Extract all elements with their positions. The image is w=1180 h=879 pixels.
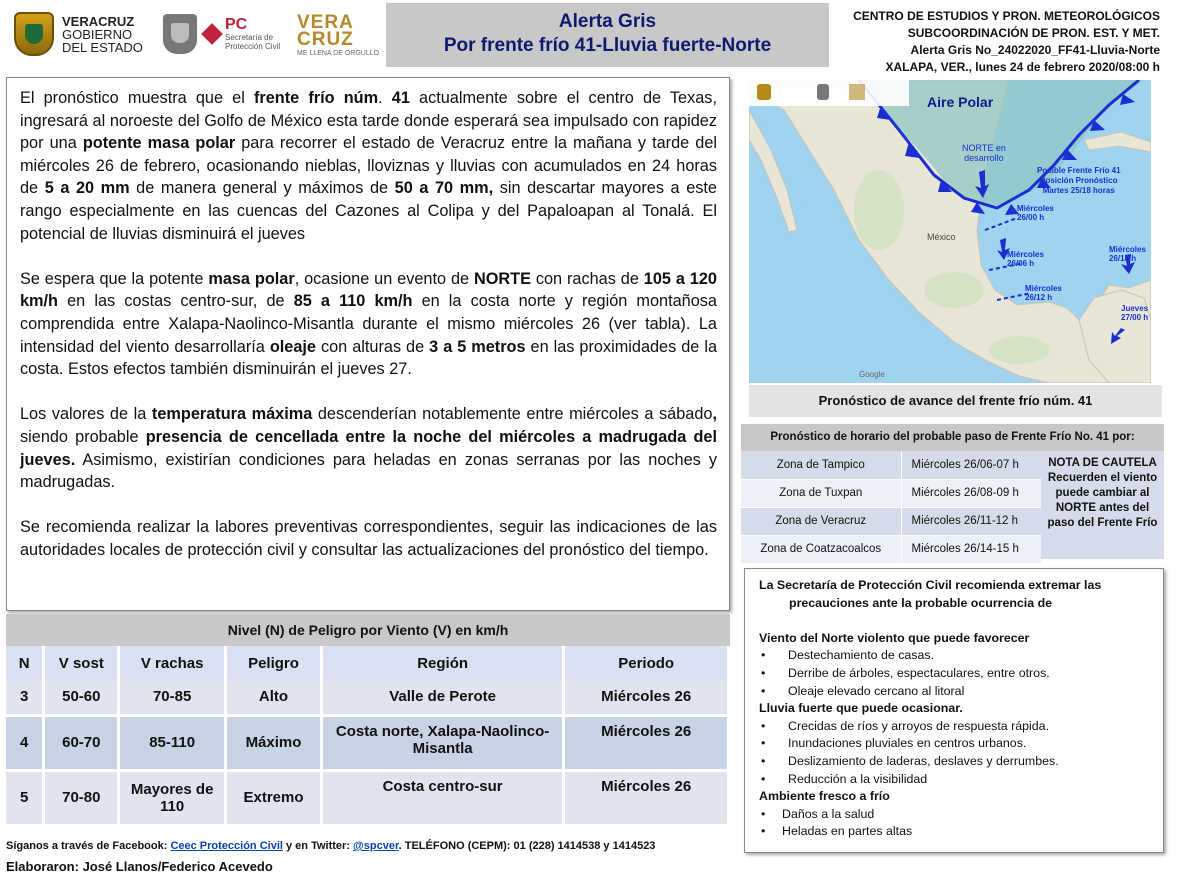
body-text: Los valores de la bbox=[20, 405, 152, 424]
col-header-periodo: Periodo bbox=[564, 646, 729, 680]
table-row bbox=[6, 680, 729, 715]
pc-diamond-icon bbox=[201, 23, 223, 45]
front-label-line-1: Posible Frente Frío 41 bbox=[1037, 166, 1121, 175]
cell-vsost: 60-70 bbox=[44, 715, 119, 770]
body-text: para recorrer el estado de Veracruz entre la mañana y tarde del miércoles 26 de febrero, ocasionando nieblas, lloviznas y lluvias con acumulados en 24 horas de bbox=[20, 134, 717, 198]
table-row bbox=[741, 507, 1041, 535]
table-row bbox=[6, 715, 729, 770]
emphasis-text: 105 a 120 km/h bbox=[20, 269, 717, 311]
position-label-27-00 bbox=[1121, 304, 1148, 322]
emphasis-text: , bbox=[712, 405, 717, 424]
google-label: Google bbox=[859, 370, 885, 379]
map-caption: Pronóstico de avance del frente frío núm. 41 bbox=[749, 385, 1162, 417]
pos-time: 27/00 h bbox=[1121, 313, 1149, 322]
front-label-line-3: Martes 25/18 horas bbox=[1042, 186, 1115, 195]
body-text: siendo probable bbox=[20, 427, 146, 446]
veracruz-brand-logo bbox=[297, 14, 379, 57]
brand-word-1: VERA bbox=[297, 12, 354, 33]
cell-region: Costa centro-sur bbox=[321, 770, 563, 825]
emphasis-text: potente masa polar bbox=[82, 134, 236, 153]
cell-n: 4 bbox=[6, 715, 44, 770]
norte-line-2: desarrollo bbox=[964, 153, 1004, 163]
cold-section-title: Ambiente fresco a frío bbox=[759, 789, 890, 804]
body-text: con alturas de bbox=[316, 337, 430, 356]
pos-label: Miércoles bbox=[1017, 204, 1054, 213]
norte-label bbox=[962, 143, 1006, 163]
position-label-26-06 bbox=[1007, 250, 1044, 268]
paragraph-wind bbox=[20, 268, 717, 381]
cell-region: Costa norte, Xalapa-Naolinco-Misantla bbox=[321, 715, 563, 770]
veracruz-government-logo bbox=[14, 12, 143, 56]
table-row bbox=[741, 535, 1041, 563]
table-row bbox=[6, 770, 729, 825]
cell-region: Valle de Perote bbox=[321, 680, 563, 715]
cell-n: 3 bbox=[6, 680, 44, 715]
cell-peligro: Máximo bbox=[226, 715, 322, 770]
caution-note bbox=[1041, 451, 1164, 559]
body-text: Asimismo, existirían condiciones para heladas en zonas serranas por las noches y madrugadas. bbox=[20, 450, 717, 492]
bulletin-date: XALAPA, VER., lunes 24 de febrero 2020/08:00 h bbox=[885, 60, 1160, 74]
zone-cell: Zona de Coatzacoalcos bbox=[741, 535, 901, 563]
cell-periodo: Miércoles 26 bbox=[564, 715, 729, 770]
paragraph-rain bbox=[20, 87, 717, 245]
pos-time: 26/18 h bbox=[1109, 254, 1137, 263]
state-crest-icon bbox=[14, 12, 54, 56]
reco-intro-2: precauciones ante la probable ocurrencia de bbox=[789, 595, 1053, 610]
body-text: . bbox=[378, 89, 392, 107]
pc-crest-icon bbox=[163, 14, 197, 54]
logo-line-3: DEL ESTADO bbox=[62, 39, 143, 55]
cell-periodo: Miércoles 26 bbox=[564, 680, 729, 715]
emphasis-text: oleaje bbox=[269, 337, 316, 356]
col-header-region: Región bbox=[321, 646, 563, 680]
position-label-26-18 bbox=[1109, 245, 1146, 263]
position-label-26-12 bbox=[1025, 284, 1062, 302]
list-item: • Daños a la salud bbox=[759, 806, 1153, 824]
list-item: • Inundaciones pluviales en centros urbanos. bbox=[759, 735, 1153, 753]
list-item: • Reducción a la visibilidad bbox=[759, 771, 1153, 789]
emphasis-text: 50 a 70 mm, bbox=[394, 179, 494, 198]
pos-label: Jueves bbox=[1121, 304, 1149, 313]
cell-n: 5 bbox=[6, 770, 44, 825]
list-item: • Heladas en partes altas bbox=[759, 823, 1153, 841]
reco-intro-1: La Secretaría de Protección Civil recomienda extremar las bbox=[759, 578, 1102, 592]
pos-time: 26/06 h bbox=[1007, 259, 1035, 268]
norte-line-1: NORTE en bbox=[962, 143, 1006, 153]
col-header-peligro: Peligro bbox=[226, 646, 322, 680]
front-position-label bbox=[1037, 166, 1121, 196]
pos-time: 26/00 h bbox=[1017, 213, 1045, 222]
rain-section-title: Lluvia fuerte que puede ocasionar. bbox=[759, 701, 963, 716]
table-header-row bbox=[6, 646, 729, 680]
wind-hazard-table bbox=[6, 646, 730, 827]
front-label-line-2: Posición Pronóstico bbox=[1040, 176, 1118, 185]
brand-tagline: ME LLENA DE ORGULLO bbox=[297, 50, 380, 57]
pos-label: Miércoles bbox=[1007, 250, 1044, 259]
position-label-26-00 bbox=[1017, 204, 1054, 222]
list-item: • Crecidas de ríos y arroyos de respuesta rápida. bbox=[759, 718, 1153, 736]
contact-line bbox=[6, 840, 655, 852]
issuer-info bbox=[840, 8, 1160, 76]
facebook-link[interactable]: Ceec Protección Civil bbox=[170, 840, 283, 852]
cell-peligro: Alto bbox=[226, 680, 322, 715]
emphasis-text: 5 a 20 mm bbox=[44, 179, 130, 198]
col-header-vsost: V sost bbox=[44, 646, 119, 680]
issuer-line-1: CENTRO DE ESTUDIOS Y PRON. METEOROLÓGICOS bbox=[853, 9, 1160, 23]
twitter-prefix: y en Twitter: bbox=[282, 840, 354, 852]
cell-vrachas: Mayores de 110 bbox=[119, 770, 226, 825]
pc-subtitle-2: Protección Civil bbox=[225, 42, 281, 51]
time-cell: Miércoles 26/08-09 h bbox=[901, 479, 1041, 507]
body-text: descenderían notablemente entre miércoles a sábado bbox=[312, 405, 713, 424]
cell-vrachas: 70-85 bbox=[119, 680, 226, 715]
pos-label: Miércoles bbox=[1109, 245, 1146, 254]
emphasis-text: NORTE bbox=[473, 269, 531, 288]
caution-title: NOTA DE CAUTELA bbox=[1048, 457, 1157, 469]
body-text: sin descartar mayores a este rango especialmente en las cuencas del Cazones al Colipa y del Papaloapan al Tonalá. El potencial de lluvias disminuirá el jueves bbox=[20, 179, 717, 243]
phone-numbers: . TELÉFONO (CEPM): 01 (228) 1414538 y 1414523 bbox=[398, 840, 656, 852]
body-text: en las proximidades de la costa. Estos efectos también disminuirán el jueves 27. bbox=[20, 337, 717, 379]
body-text: actualmente sobre el centro de Texas, ingresará al noroeste del Golfo de México esta tarde donde esperará sea impulsado con rapidez por una bbox=[20, 89, 717, 153]
list-item: • Destechamiento de casas. bbox=[759, 647, 1153, 665]
caution-text: Recuerden el viento puede cambiar al NORTE antes del paso del Frente Frío bbox=[1047, 472, 1158, 529]
emphasis-text: 3 a 5 metros bbox=[429, 337, 526, 356]
emphasis-text: temperatura máxima bbox=[151, 405, 313, 424]
emphasis-text: frente frío núm bbox=[253, 89, 379, 107]
body-text: Se espera que la potente bbox=[20, 269, 209, 288]
cold-effects-list bbox=[759, 806, 1153, 841]
paragraph-temperature bbox=[20, 403, 717, 493]
table-row bbox=[741, 479, 1041, 507]
emphasis-text: presencia de cencellada entre la noche del miércoles a madrugada del jueves. bbox=[20, 427, 717, 469]
list-item: • Deslizamiento de laderas, deslaves y derrumbes. bbox=[759, 753, 1153, 771]
authors-credit: Elaboraron: José Llanos/Federico Acevedo bbox=[6, 859, 273, 874]
pc-title: PC bbox=[225, 16, 248, 33]
alert-subtitle: Por frente frío 41-Lluvia fuerte-Norte bbox=[443, 35, 772, 56]
cell-vsost: 70-80 bbox=[44, 770, 119, 825]
body-text: El pronóstico muestra que el bbox=[20, 89, 254, 107]
logo-line-1: VERACRUZ bbox=[62, 13, 135, 29]
body-text: , ocasione un evento de bbox=[294, 269, 474, 288]
emphasis-text: 85 a 110 km/h bbox=[293, 292, 413, 311]
recommendations-box bbox=[744, 568, 1164, 853]
wind-effects-list bbox=[759, 647, 1153, 700]
body-text: de manera general y máximos de bbox=[129, 179, 395, 198]
rain-effects-list bbox=[759, 718, 1153, 788]
list-item: • Oleaje elevado cercano al litoral bbox=[759, 683, 1153, 701]
list-item: • Derribe de árboles, espectaculares, entre otros. bbox=[759, 665, 1153, 683]
pos-time: 26/12 h bbox=[1025, 293, 1053, 302]
mexico-label: México bbox=[927, 232, 956, 242]
body-text: con rachas de bbox=[530, 269, 644, 288]
front-schedule-table bbox=[741, 451, 1041, 564]
table-row bbox=[741, 451, 1041, 479]
forecast-text bbox=[6, 77, 730, 611]
time-cell: Miércoles 26/11-12 h bbox=[901, 507, 1041, 535]
cell-vsost: 50-60 bbox=[44, 680, 119, 715]
forecast-map bbox=[749, 80, 1151, 383]
wind-table-caption: Nivel (N) de Peligro por Viento (V) en km/h bbox=[6, 614, 730, 646]
col-header-vrachas: V rachas bbox=[119, 646, 226, 680]
twitter-link[interactable]: @spcver bbox=[353, 840, 399, 852]
bulletin-id: Alerta Gris No_24022020_FF41-Lluvia-Norte bbox=[910, 43, 1160, 57]
air-mass-label: Aire Polar bbox=[927, 94, 994, 110]
body-text: en las costas centro-sur, de bbox=[58, 292, 294, 311]
proteccion-civil-logo bbox=[163, 14, 280, 54]
time-cell: Miércoles 26/06-07 h bbox=[901, 451, 1041, 479]
follow-prefix: Síganos a través de Facebook: bbox=[6, 840, 171, 852]
zone-cell: Zona de Tampico bbox=[741, 451, 901, 479]
alert-title: Alerta Gris bbox=[558, 11, 657, 32]
cell-periodo: Miércoles 26 bbox=[564, 770, 729, 825]
emphasis-text: 41 bbox=[391, 89, 410, 107]
cell-vrachas: 85-110 bbox=[119, 715, 226, 770]
time-cell: Miércoles 26/14-15 h bbox=[901, 535, 1041, 563]
emphasis-text: masa polar bbox=[208, 269, 295, 288]
brand-word-2: CRUZ bbox=[297, 29, 354, 50]
cuba bbox=[1084, 132, 1151, 152]
zone-cell: Zona de Tuxpan bbox=[741, 479, 901, 507]
pc-subtitle-1: Secretaría de bbox=[225, 33, 274, 42]
logo-line-2: GOBIERNO bbox=[62, 26, 133, 42]
cell-peligro: Extremo bbox=[226, 770, 322, 825]
wind-section-title: Viento del Norte violento que puede favorecer bbox=[759, 630, 1030, 645]
schedule-caption: Pronóstico de horario del probable paso de Frente Frío No. 41 por: bbox=[741, 424, 1164, 451]
zone-cell: Zona de Veracruz bbox=[741, 507, 901, 535]
col-header-n: N bbox=[6, 646, 44, 680]
alert-title-box bbox=[386, 3, 829, 67]
issuer-line-2: SUBCOORDINACIÓN DE PRON. EST. Y MET. bbox=[907, 26, 1160, 40]
body-text: Se recomienda realizar la labores preventivas correspondientes, seguir las indicaciones de las autoridades locales de protección civil y consultar las actualizaciones del pronóstico del tiempo. bbox=[20, 518, 717, 559]
body-text: en la costa norte y región montañosa comprendida entre Xalapa-Naolinco-Misantla durante el mismo miércoles 26 (ver tabla). La intensidad del viento desarrollaría bbox=[20, 292, 717, 356]
pos-label: Miércoles bbox=[1025, 284, 1062, 293]
paragraph-recommendation bbox=[20, 516, 717, 561]
